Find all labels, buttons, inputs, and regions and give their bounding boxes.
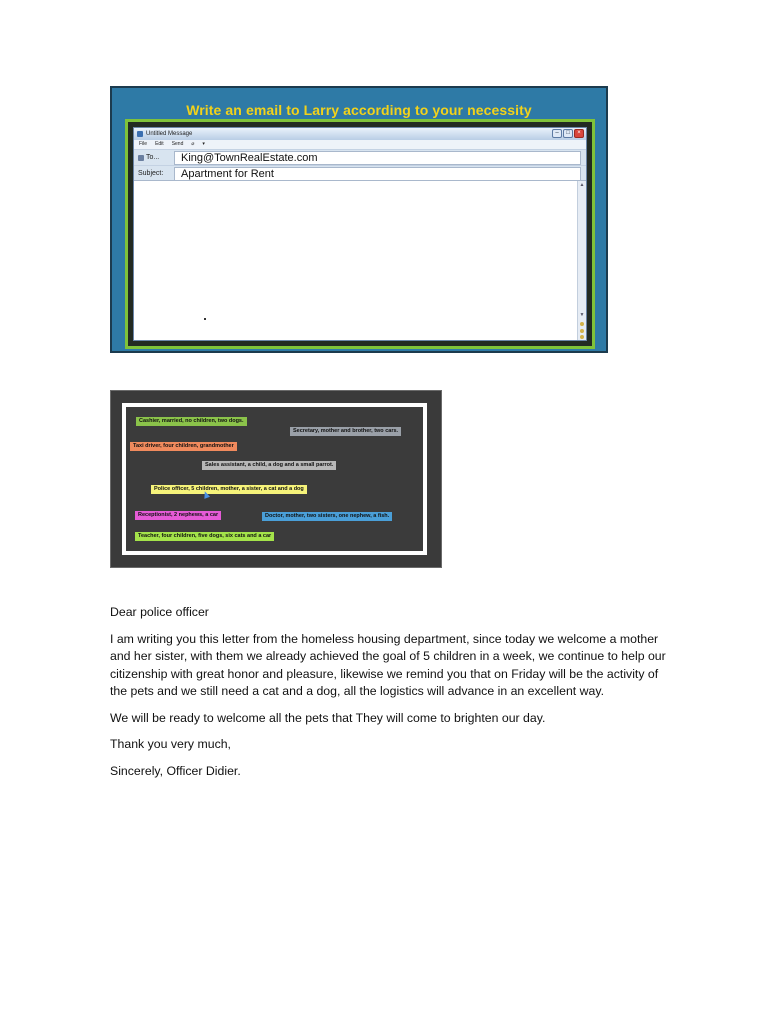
mail-app-icon bbox=[137, 131, 143, 137]
to-field[interactable]: King@TownRealEstate.com bbox=[174, 151, 581, 165]
to-row bbox=[134, 150, 586, 166]
letter-signature: Sincerely, Officer Didier. bbox=[110, 763, 241, 778]
subject-label: Subject: bbox=[138, 170, 164, 177]
sticker-board bbox=[122, 403, 427, 555]
menu-file[interactable]: File bbox=[139, 141, 148, 147]
scroll-up-icon[interactable]: ▲ bbox=[579, 182, 585, 188]
scrollbar[interactable] bbox=[577, 181, 586, 340]
sticker-secretary: Secretary, mother and brother, two cars. bbox=[290, 427, 401, 436]
letter-paragraph-2: We will be ready to welcome all the pets that They will come to brighten our day. bbox=[110, 710, 546, 725]
sticker-cashier: Cashier, married, no children, two dogs. bbox=[136, 417, 247, 426]
sticker-police-officer: Police officer, 5 children, mother, a sister, a cat and a dog bbox=[151, 485, 307, 494]
sticker-taxi-driver: Taxi driver, four children, grandmother bbox=[130, 442, 237, 451]
sticker-sales-assistant: Sales assistant, a child, a dog and a small parrot. bbox=[202, 461, 336, 470]
attach-icon[interactable]: ⌀ bbox=[191, 141, 195, 147]
sticker-receptionist: Receptionist, 2 nephews, a car bbox=[135, 511, 221, 520]
maximize-icon[interactable]: □ bbox=[563, 129, 573, 138]
mail-menubar bbox=[134, 140, 586, 150]
address-book-icon bbox=[138, 155, 144, 161]
scroll-dot-icon bbox=[580, 329, 584, 333]
letter-closing-thanks: Thank you very much, bbox=[110, 737, 231, 751]
screenshot-frame bbox=[125, 119, 595, 349]
message-body[interactable] bbox=[134, 180, 586, 340]
letter-greeting: Dear police officer bbox=[110, 605, 209, 619]
subject-field[interactable]: Apartment for Rent bbox=[174, 167, 581, 181]
letter-paragraph-1: I am writing you this letter from the homeless housing department, since today we welcome a mother and her sister, with them we already achieved the goal of 5 children in a week, we continue to help our citizenship with great honor and pleasure, likewise we remind you that on Friday will be the activity of the pets and we still need a cat and a dog, all the logistics will advance in an excellent way. bbox=[110, 631, 666, 698]
text-cursor bbox=[204, 318, 206, 320]
scroll-dot-icon bbox=[580, 322, 584, 326]
close-icon[interactable]: × bbox=[574, 129, 584, 138]
letter bbox=[110, 604, 670, 780]
scroll-dot-icon bbox=[580, 335, 584, 339]
to-label[interactable]: To... bbox=[134, 154, 174, 161]
sticker-doctor: Doctor, mother, two sisters, one nephew, a fish. bbox=[262, 512, 392, 521]
sticker-board-screenshot bbox=[110, 390, 442, 568]
minimize-icon[interactable]: – bbox=[552, 129, 562, 138]
menu-edit[interactable]: Edit bbox=[155, 141, 164, 147]
sticker-teacher: Teacher, four children, five dogs, six cats and a car bbox=[135, 532, 274, 541]
screenshot-title: Write an email to Larry according to your necessity bbox=[186, 102, 532, 118]
window-controls bbox=[552, 129, 584, 138]
menu-more[interactable]: ▾ bbox=[202, 141, 205, 147]
mail-window-title: Untitled Message bbox=[146, 131, 193, 137]
email-screenshot bbox=[110, 86, 608, 353]
mail-titlebar bbox=[134, 128, 586, 140]
send-button[interactable]: Send bbox=[171, 141, 184, 147]
mail-window bbox=[133, 127, 587, 341]
scroll-down-icon[interactable]: ▼ bbox=[579, 312, 585, 318]
